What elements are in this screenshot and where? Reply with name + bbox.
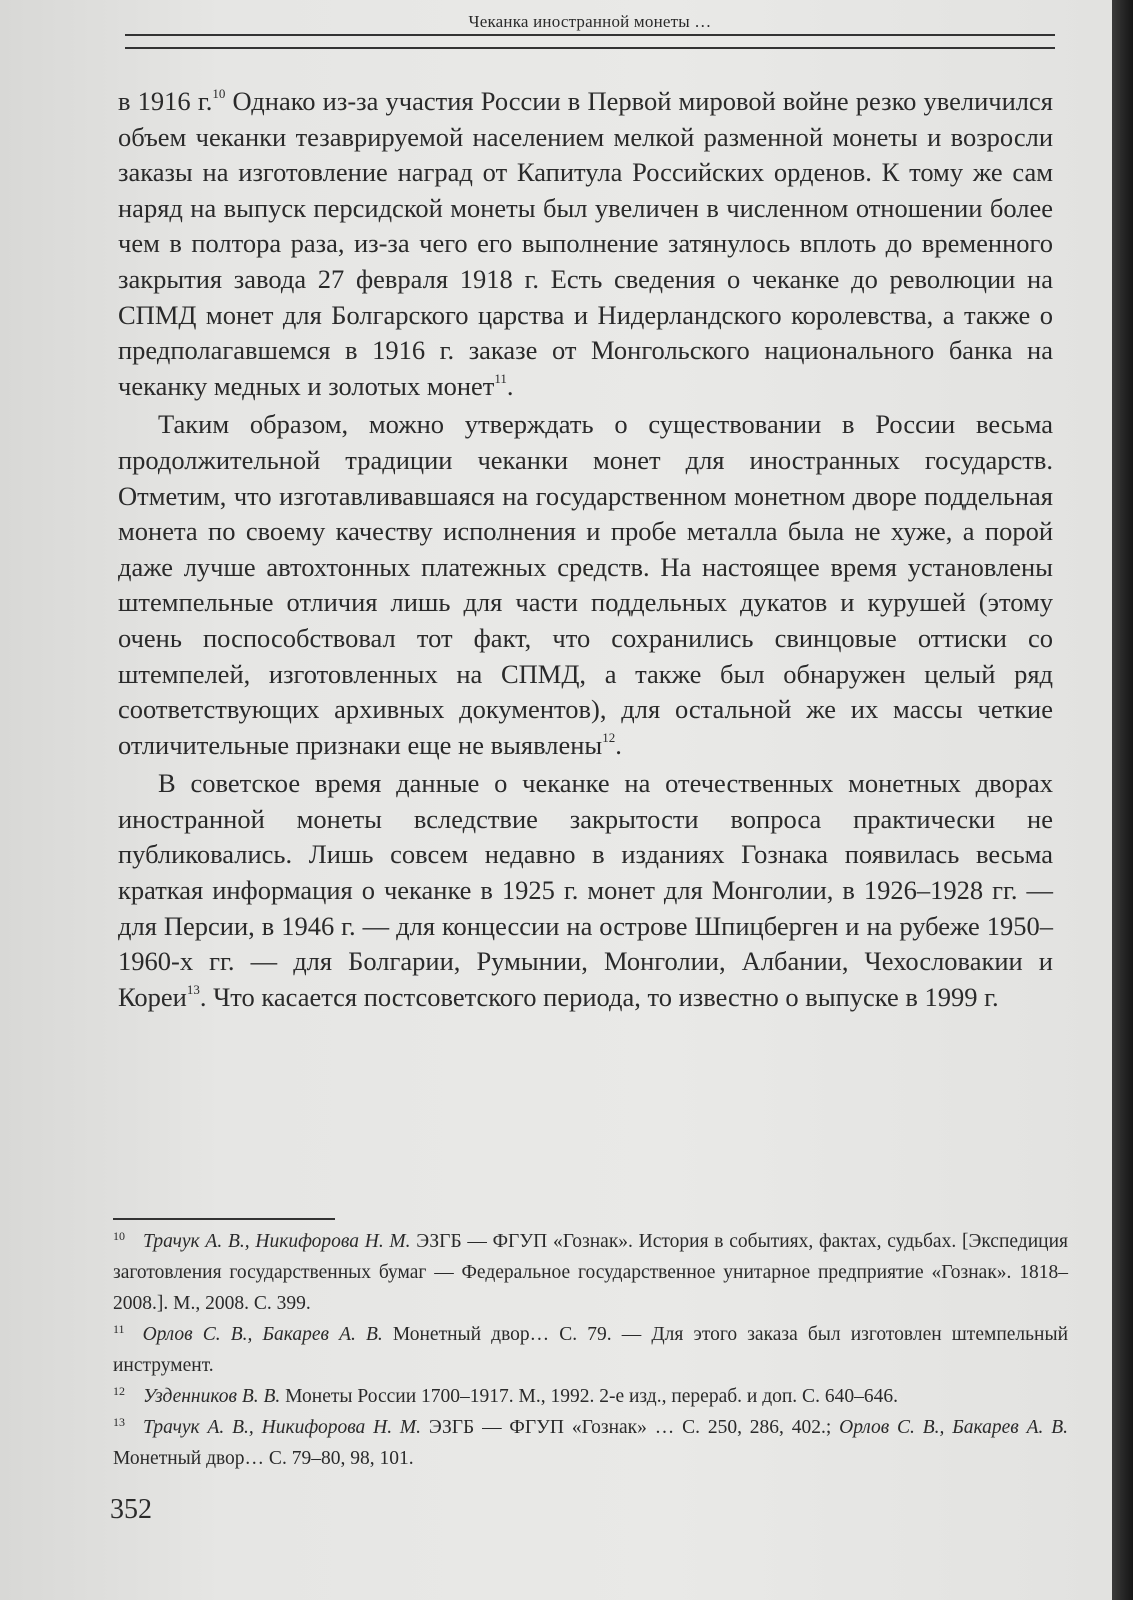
footnote-ref-12: 12 [602,729,616,745]
header-rule-bottom [125,47,1055,49]
paragraph-3: В советское время данные о чеканке на отечественных монетных дворах иностранной монеты вследствие закрытости вопроса практически не публиковались. Лишь совсем недавно в изданиях Гознака появилась весьма краткая информация о чеканке в 1925 г. монет для Монголии, в 1926–1928 гг. — для Персии, в 1946 г. — для концессии на острове Шпицберген и на рубеже 1950–1960-х гг. — для Болгарии, Румынии, Монголии, Албании, Чехословакии и Кореи$^{13}$. Что касается постсоветского периода, то известно о выпуске в 1999 г. [118,768,1053,1012]
footnote-12: $^{12}$ Узденников В. В. Монеты России 1700–1917. М., 1992. 2-е изд., перераб. и доп. С. 640–646. [113,1383,898,1407]
main-text [118,84,1053,1015]
footnote-11: $^{11}$ Орлов С. В., Бакарев А. В. Монетный двор… С. 79. — Для этого заказа был изготовлен штемпельный инструмент. [113,1321,1069,1376]
header-rule-top [125,34,1055,36]
paragraph-1: в 1916 г.$^{10}$ Однако из-за участия России в Первой мировой войне резко увеличился объем чеканки тезаврируемой населением мелкой разменной монеты и возросли заказы на изготовление наград от Капитула Российских орденов. К тому же сам наряд на выпуск персидской монеты был увеличен в численном отношении более чем в полтора раза, из-за чего его выполнение затянулось вплоть до временного закрытия завода 27 февраля 1918 г. Есть сведения о чеканке до революции на СПМД монет для Болгарского царства и Нидерландского королевства, а также о предполагавшемся в 1916 г. заказе от Монгольского национального банка на чеканку медных и золотых монет$^{11}$. [118,86,1053,401]
running-head: Чеканка иностранной монеты … [468,12,712,31]
footnote-13: $^{13}$ Трачук А. В., Никифорова Н. М. ЭЗГБ — ФГУП «Гознак» … С. 250, 286, 402.; Орлов С. В., Бакарев А. В. Монетный двор… С. 79–80, 98, 101. [113,1414,1069,1469]
footnote-10: $^{10}$ Трачук А. В., Никифорова Н. М. ЭЗГБ — ФГУП «Гознак». История в событиях, фактах, судьбах. [Экспедиция заготовления государственных бумаг — Федеральное государственное унитарное предприятие «Гознак». 1818–2008.]. М., 2008. С. 399. [113,1228,1068,1314]
page-number: 352 [110,1494,152,1525]
book-edge-shadow [1112,0,1133,1600]
paragraph-2: Таким образом, можно утверждать о существовании в России весьма продолжительной традиции чеканки монет для иностранных государств. Отметим, что изготавливавшаяся на государственном монетном дворе поддельная монета по своему качеству исполнения и пробе металла была не хуже, а порой даже лучше автохтонных платежных средств. На настоящее время установлены штемпельные отличия лишь для части поддельных дукатов и курушей (этому очень поспособствовал тот факт, что сохранились свинцовые оттиски со штемпелей, изготовленных на СПМД, а также был обнаружен целый ряд соответствующих архивных документов), для остальной же их массы четкие отличительные признаки еще не выявлены$^{12}$. [118,409,1053,760]
footnote-ref-11: 11 [494,370,507,386]
footnote-ref-10: 10 [212,86,226,102]
footnotes [113,1226,1068,1474]
footnote-separator [113,1218,335,1220]
footnote-ref-13: 13 [186,982,200,998]
